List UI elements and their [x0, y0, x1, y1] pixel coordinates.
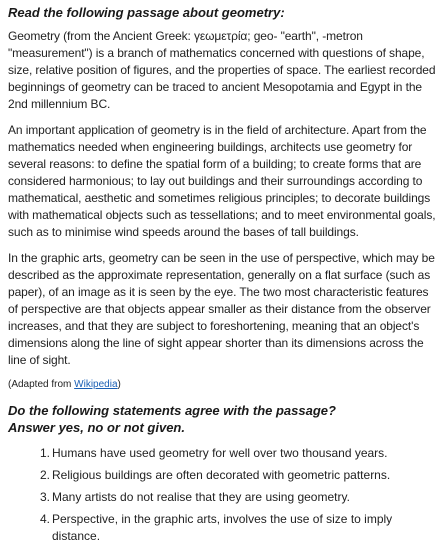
item-text: Perspective, in the graphic arts, involves the use of size to imply distance.: [52, 512, 393, 543]
questions-heading-line2: Answer yes, no or not given.: [8, 420, 185, 435]
list-item: [40, 467, 437, 484]
passage-heading: Read the following passage about geometry:: [8, 5, 285, 20]
item-number: 4.: [40, 512, 51, 526]
item-text: Many artists do not realise that they are using geometry.: [52, 490, 350, 504]
item-number: 1.: [40, 446, 51, 460]
item-text: Humans have used geometry for well over two thousand years.: [52, 446, 388, 460]
passage-paragraph: Geometry (from the Ancient Greek: γεωμετρία; geo- "earth", -metron "measurement") is a branch of mathematics concerned with questions of shape, size, relative position of figures, and the properties of space. The earliest recorded beginnings of geometry can be traced to ancient Mesopotamia and Egypt in the 2nd millennium BC.: [8, 29, 436, 111]
list-item: [40, 445, 437, 462]
list-item: [40, 489, 437, 506]
source-suffix: ): [117, 379, 121, 390]
item-number: 3.: [40, 490, 51, 504]
passage-paragraph: In the graphic arts, geometry can be seen in the use of perspective, which may be described as the approximate representation, generally on a flat surface (such as paper), of an image as it is seen by the eye. The two most characteristic features of perspective are that objects appear smaller as their distance from the observer increases, and that they are subject to foreshortening, meaning that an object's dimensions along the line of sight appear shorter than its dimensions across the line of sight.: [8, 251, 435, 367]
item-number: 2.: [40, 468, 51, 482]
source-prefix: (Adapted from: [8, 379, 75, 390]
questions-heading-line1: Do the following statements agree with the passage?: [8, 403, 336, 418]
passage-paragraph: An important application of geometry is in the field of architecture. Apart from the mathematics needed when engineering buildings, architects use geometry for several reasons: to define the spatial form of a building; to create forms that are considered harmonious; to lay out buildings and their surroundings according to mathematical, aesthetic and sometimes religious principles; to decorate buildings with mathematical objects such as tessellations; and to meet environmental goals, such as to minimise wind speeds around the bases of tall buildings.: [8, 123, 436, 239]
list-item: [40, 511, 437, 545]
statements-list: [8, 445, 437, 545]
wikipedia-link[interactable]: Wikipedia: [74, 379, 118, 390]
questions-heading: [8, 402, 437, 436]
source-attribution: [8, 378, 437, 392]
item-text: Religious buildings are often decorated with geometric patterns.: [52, 468, 391, 482]
